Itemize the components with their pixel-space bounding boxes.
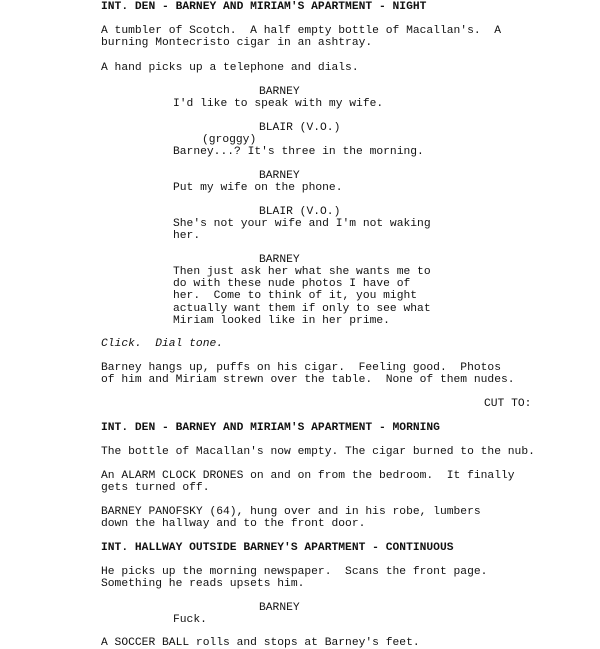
scene-heading: INT. DEN - BARNEY AND MIRIAM'S APARTMENT - MORNING bbox=[101, 422, 440, 434]
scene-heading: INT. HALLWAY OUTSIDE BARNEY'S APARTMENT - CONTINUOUS bbox=[101, 542, 454, 554]
action-line: A tumbler of Scotch. A half empty bottle of Macallan's. A burning Montecristo cigar in an ashtray. bbox=[101, 25, 501, 50]
action-line: Barney hangs up, puffs on his cigar. Feeling good. Photos of him and Miriam strewn over the table. None of them nudes. bbox=[101, 362, 515, 387]
dialogue: Put my wife on the phone. bbox=[173, 182, 343, 194]
character-cue: BARNEY bbox=[259, 170, 300, 182]
action-line: A SOCCER BALL rolls and stops at Barney's feet. bbox=[101, 637, 420, 649]
action-line: BARNEY PANOFSKY (64), hung over and in his robe, lumbers down the hallway and to the front door. bbox=[101, 506, 481, 531]
character-cue: BARNEY bbox=[259, 602, 300, 614]
transition: CUT TO: bbox=[484, 398, 532, 410]
dialogue: Fuck. bbox=[173, 614, 207, 626]
dialogue: Then just ask her what she wants me to do with these nude photos I have of her. Come to think of it, you might actually want them if only to see what Miriam looked like in her prime. bbox=[173, 266, 431, 327]
character-cue: BARNEY bbox=[259, 254, 300, 266]
character-cue: BLAIR (V.O.) bbox=[259, 122, 341, 134]
action-line: A hand picks up a telephone and dials. bbox=[101, 62, 359, 74]
action-line: Click. Dial tone. bbox=[101, 338, 224, 350]
character-cue: BLAIR (V.O.) bbox=[259, 206, 341, 218]
dialogue: Barney...? It's three in the morning. bbox=[173, 146, 424, 158]
parenthetical: (groggy) bbox=[202, 134, 257, 146]
character-cue: BARNEY bbox=[259, 86, 300, 98]
action-line: An ALARM CLOCK DRONES on and on from the bedroom. It finally gets turned off. bbox=[101, 470, 515, 495]
dialogue: She's not your wife and I'm not waking her. bbox=[173, 218, 431, 243]
action-line: He picks up the morning newspaper. Scans the front page. Something he reads upsets him. bbox=[101, 566, 488, 591]
action-line: The bottle of Macallan's now empty. The cigar burned to the nub. bbox=[101, 446, 535, 458]
dialogue: I'd like to speak with my wife. bbox=[173, 98, 384, 110]
scene-heading: INT. DEN - BARNEY AND MIRIAM'S APARTMENT - NIGHT bbox=[101, 1, 427, 13]
